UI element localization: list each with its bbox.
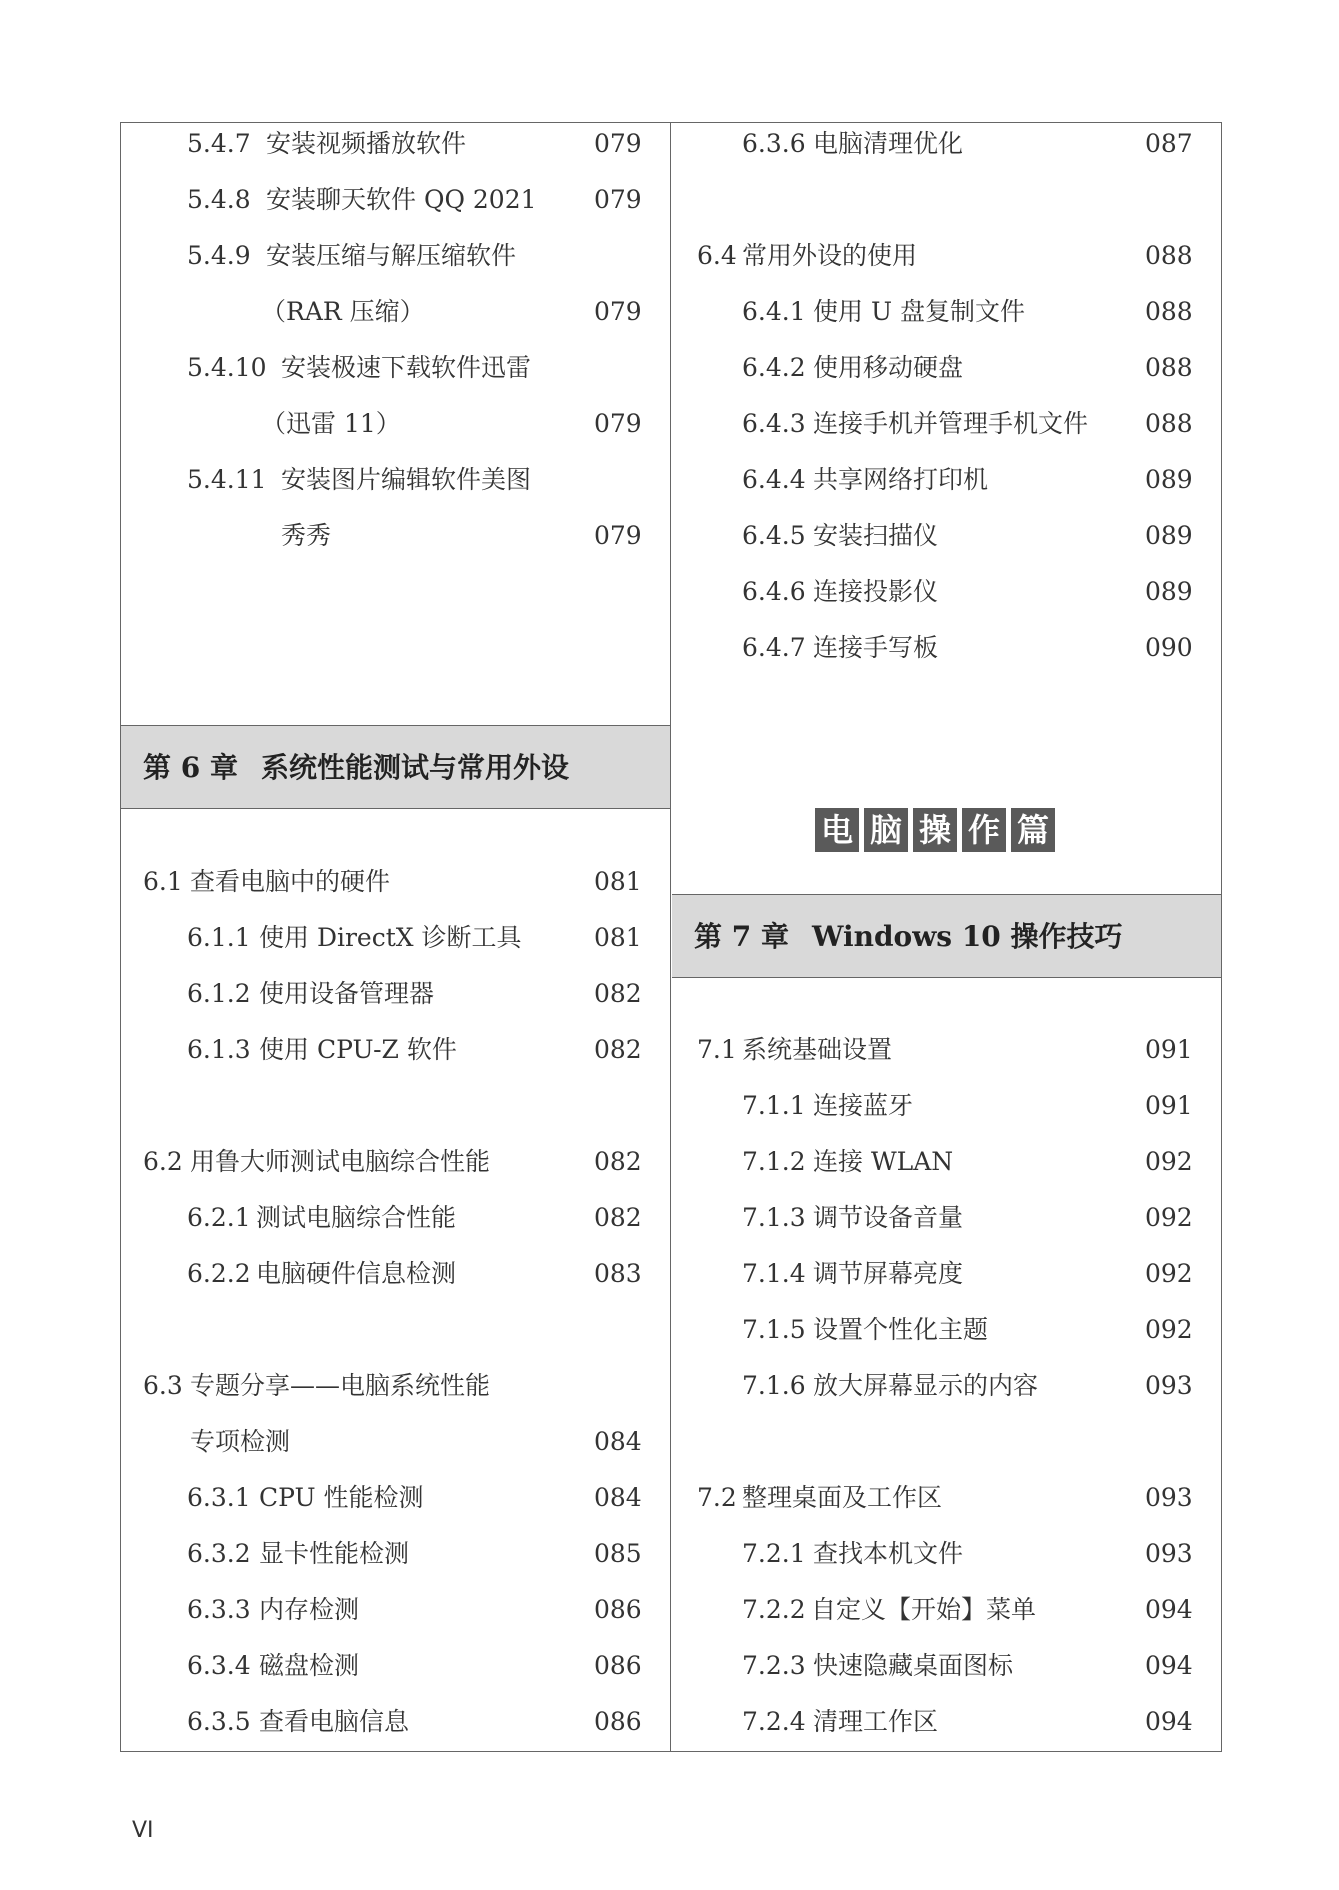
- toc-right-column: [672, 122, 1221, 1752]
- page-ref: 088: [1145, 409, 1193, 438]
- part-title-char: 操: [913, 808, 957, 852]
- section-title: （RAR 压缩）: [261, 297, 425, 326]
- section-number: 6.1.2: [187, 979, 251, 1008]
- toc-entry[interactable]: [672, 1140, 1221, 1184]
- page-ref: 092: [1145, 1147, 1193, 1176]
- toc-entry[interactable]: [672, 626, 1221, 670]
- page-ref: 079: [594, 409, 642, 438]
- section-number: 6.3.6: [742, 129, 806, 158]
- section-number: 7.1.5: [742, 1315, 806, 1344]
- chapter-label: 第 7 章: [694, 920, 789, 953]
- toc-entry-continuation[interactable]: [121, 514, 670, 558]
- toc-entry[interactable]: [121, 1028, 670, 1072]
- page-ref: 082: [594, 979, 642, 1008]
- section-number: 7.1.6: [742, 1371, 806, 1400]
- toc-entry[interactable]: [672, 458, 1221, 502]
- section-title: （迅雷 11）: [261, 409, 401, 438]
- toc-entry[interactable]: [672, 1588, 1221, 1632]
- section-title: 使用 DirectX 诊断工具: [259, 923, 522, 952]
- part-title-char: 电: [815, 808, 859, 852]
- section-title: 连接 WLAN: [813, 1147, 954, 1176]
- page-ref: 088: [1145, 297, 1193, 326]
- page-ref: 089: [1145, 577, 1193, 606]
- page-ref: 094: [1145, 1707, 1193, 1736]
- section-title: 快速隐藏桌面图标: [813, 1651, 1014, 1680]
- page-ref: 084: [594, 1427, 642, 1456]
- page-ref: 091: [1145, 1091, 1193, 1120]
- toc-entry[interactable]: [672, 122, 1221, 166]
- section-number: 7.1.1: [742, 1091, 806, 1120]
- page-ref: 081: [594, 867, 642, 896]
- chapter-title: 系统性能测试与常用外设: [261, 751, 570, 784]
- section-number: 6.2.1: [187, 1203, 251, 1232]
- page-ref: 092: [1145, 1203, 1193, 1232]
- chapter-title: Windows 10 操作技巧: [812, 920, 1123, 953]
- section-title: 常用外设的使用: [742, 241, 918, 270]
- toc-entry[interactable]: [121, 178, 670, 222]
- section-number: 6.2.2: [187, 1259, 251, 1288]
- section-title: 秀秀: [281, 521, 332, 550]
- page-ref: 092: [1145, 1315, 1193, 1344]
- toc-entry[interactable]: [121, 346, 670, 390]
- section-title: 整理桌面及工作区: [742, 1483, 943, 1512]
- section-title: 查看电脑中的硬件: [190, 867, 391, 896]
- toc-entry-continuation[interactable]: [121, 402, 670, 446]
- toc-left-column: [121, 122, 670, 1752]
- section-title: 调节屏幕亮度: [813, 1259, 964, 1288]
- toc-entry[interactable]: [121, 122, 670, 166]
- page-ref: 086: [594, 1651, 642, 1680]
- chapter-label: 第 6 章: [143, 751, 238, 784]
- section-title: CPU 性能检测: [259, 1483, 424, 1512]
- section-title: 查看电脑信息: [259, 1707, 410, 1736]
- toc-entry-continuation[interactable]: [121, 1420, 670, 1464]
- toc-entry[interactable]: [121, 1364, 670, 1408]
- page-ref: 079: [594, 129, 642, 158]
- toc-entry[interactable]: [672, 1084, 1221, 1128]
- section-number: 6.4.3: [742, 409, 806, 438]
- toc-entry[interactable]: [121, 1532, 670, 1576]
- page-ref: 086: [594, 1595, 642, 1624]
- toc-entry[interactable]: [672, 290, 1221, 334]
- section-number: 6.3.4: [187, 1651, 251, 1680]
- section-number: 5.4.8: [187, 185, 251, 214]
- section-number: 6.1.1: [187, 923, 251, 952]
- section-number: 5.4.9: [187, 241, 251, 270]
- page-ref: 089: [1145, 521, 1193, 550]
- section-title: 使用移动硬盘: [813, 353, 964, 382]
- section-title: 安装视频播放软件: [266, 129, 467, 158]
- page-ref: 079: [594, 521, 642, 550]
- toc-entry[interactable]: [121, 1252, 670, 1296]
- section-title: 使用 U 盘复制文件: [813, 297, 1025, 326]
- section-number: 5.4.10: [187, 353, 267, 382]
- page-ref: 093: [1145, 1371, 1193, 1400]
- page-ref: 081: [594, 923, 642, 952]
- toc-entry-continuation[interactable]: [121, 290, 670, 334]
- part-title-char: 作: [962, 808, 1006, 852]
- section-number: 6.4.2: [742, 353, 806, 382]
- section-number: 6.2: [143, 1147, 183, 1176]
- toc-entry[interactable]: [121, 860, 670, 904]
- section-title: 连接蓝牙: [813, 1091, 914, 1120]
- page-number: VI: [132, 1818, 154, 1843]
- section-number: 6.3: [143, 1371, 183, 1400]
- column-divider: [670, 122, 671, 1752]
- section-title: 清理工作区: [813, 1707, 939, 1736]
- toc-entry[interactable]: [672, 1196, 1221, 1240]
- section-title: 安装极速下载软件迅雷: [281, 353, 532, 382]
- page-ref: 093: [1145, 1539, 1193, 1568]
- section-title: 调节设备音量: [813, 1203, 964, 1232]
- page-ref: 087: [1145, 129, 1193, 158]
- chapter-heading[interactable]: [121, 725, 670, 809]
- toc-entry[interactable]: [121, 1644, 670, 1688]
- toc-entry[interactable]: [672, 1028, 1221, 1072]
- section-number: 6.4.4: [742, 465, 806, 494]
- toc-entry[interactable]: [672, 402, 1221, 446]
- page-ref: 088: [1145, 241, 1193, 270]
- toc-entry[interactable]: [121, 1140, 670, 1184]
- section-number: 5.4.7: [187, 129, 251, 158]
- section-title: 放大屏幕显示的内容: [813, 1371, 1039, 1400]
- toc-entry[interactable]: [672, 1252, 1221, 1296]
- section-number: 6.4: [697, 241, 737, 270]
- toc-entry[interactable]: [121, 458, 670, 502]
- section-title: 连接手写板: [813, 633, 939, 662]
- section-title: 内存检测: [259, 1595, 360, 1624]
- section-number: 6.4.6: [742, 577, 806, 606]
- part-title-char: 脑: [864, 808, 908, 852]
- toc-entry[interactable]: [121, 1588, 670, 1632]
- page-ref: 091: [1145, 1035, 1193, 1064]
- part-title-char: 篇: [1011, 808, 1055, 852]
- toc-entry[interactable]: [672, 1476, 1221, 1520]
- section-number: 7.1.4: [742, 1259, 806, 1288]
- page-ref: 089: [1145, 465, 1193, 494]
- page-ref: 086: [594, 1707, 642, 1736]
- section-number: 6.4.7: [742, 633, 806, 662]
- page-ref: 094: [1145, 1595, 1193, 1624]
- section-title: 安装扫描仪: [813, 521, 939, 550]
- section-title: 安装压缩与解压缩软件: [266, 241, 517, 270]
- section-title: 连接手机并管理手机文件: [813, 409, 1089, 438]
- section-title: 专项检测: [190, 1427, 291, 1456]
- section-number: 7.2.1: [742, 1539, 806, 1568]
- page-ref: 079: [594, 185, 642, 214]
- page-ref: 088: [1145, 353, 1193, 382]
- toc-entry[interactable]: [672, 234, 1221, 278]
- toc-entry[interactable]: [672, 570, 1221, 614]
- section-title: 电脑清理优化: [813, 129, 964, 158]
- section-number: 6.4.1: [742, 297, 806, 326]
- section-number: 6.3.2: [187, 1539, 251, 1568]
- part-title-banner: [815, 808, 1055, 852]
- section-title: 共享网络打印机: [813, 465, 989, 494]
- section-title: 用鲁大师测试电脑综合性能: [190, 1147, 491, 1176]
- page-ref: 090: [1145, 633, 1193, 662]
- page-ref: 092: [1145, 1259, 1193, 1288]
- page-ref: 082: [594, 1147, 642, 1176]
- toc-entry[interactable]: [121, 1700, 670, 1744]
- page-ref: 084: [594, 1483, 642, 1512]
- section-number: 6.3.5: [187, 1707, 251, 1736]
- section-number: 6.4.5: [742, 521, 806, 550]
- section-title: 使用 CPU-Z 软件: [259, 1035, 457, 1064]
- toc-entry[interactable]: [672, 346, 1221, 390]
- chapter-heading[interactable]: [672, 894, 1221, 978]
- section-number: 6.1.3: [187, 1035, 251, 1064]
- section-number: 6.1: [143, 867, 183, 896]
- toc-entry[interactable]: [672, 1308, 1221, 1352]
- section-title: 磁盘检测: [259, 1651, 360, 1680]
- toc-entry[interactable]: [121, 972, 670, 1016]
- section-title: 设置个性化主题: [813, 1315, 989, 1344]
- section-title: 安装聊天软件 QQ 2021: [266, 185, 537, 214]
- section-title: 专题分享——电脑系统性能: [190, 1371, 491, 1400]
- page-ref: 093: [1145, 1483, 1193, 1512]
- section-title: 查找本机文件: [813, 1539, 964, 1568]
- section-number: 7.1: [697, 1035, 737, 1064]
- section-title: 使用设备管理器: [259, 979, 435, 1008]
- section-title: 系统基础设置: [742, 1035, 893, 1064]
- section-number: 6.3.1: [187, 1483, 251, 1512]
- section-number: 7.1.2: [742, 1147, 806, 1176]
- toc-entry[interactable]: [121, 916, 670, 960]
- page-ref: 079: [594, 297, 642, 326]
- section-number: 7.2.2: [742, 1595, 806, 1624]
- toc-entry[interactable]: [672, 514, 1221, 558]
- section-title: 安装图片编辑软件美图: [281, 465, 532, 494]
- section-title: 自定义【开始】菜单: [811, 1595, 1037, 1624]
- section-title: 显卡性能检测: [259, 1539, 410, 1568]
- page-ref: 094: [1145, 1651, 1193, 1680]
- toc-entry[interactable]: [121, 234, 670, 278]
- section-title: 电脑硬件信息检测: [256, 1259, 457, 1288]
- section-number: 7.2: [697, 1483, 737, 1512]
- page-ref: 082: [594, 1203, 642, 1232]
- page-ref: 085: [594, 1539, 642, 1568]
- toc-entry[interactable]: [672, 1364, 1221, 1408]
- section-number: 7.2.4: [742, 1707, 806, 1736]
- toc-entry[interactable]: [672, 1532, 1221, 1576]
- section-title: 测试电脑综合性能: [256, 1203, 457, 1232]
- section-number: 7.1.3: [742, 1203, 806, 1232]
- section-title: 连接投影仪: [813, 577, 939, 606]
- page-ref: 083: [594, 1259, 642, 1288]
- page-ref: 082: [594, 1035, 642, 1064]
- toc-entry[interactable]: [672, 1644, 1221, 1688]
- section-number: 7.2.3: [742, 1651, 806, 1680]
- toc-entry[interactable]: [121, 1196, 670, 1240]
- toc-entry[interactable]: [121, 1476, 670, 1520]
- section-number: 6.3.3: [187, 1595, 251, 1624]
- toc-entry[interactable]: [672, 1700, 1221, 1744]
- section-number: 5.4.11: [187, 465, 267, 494]
